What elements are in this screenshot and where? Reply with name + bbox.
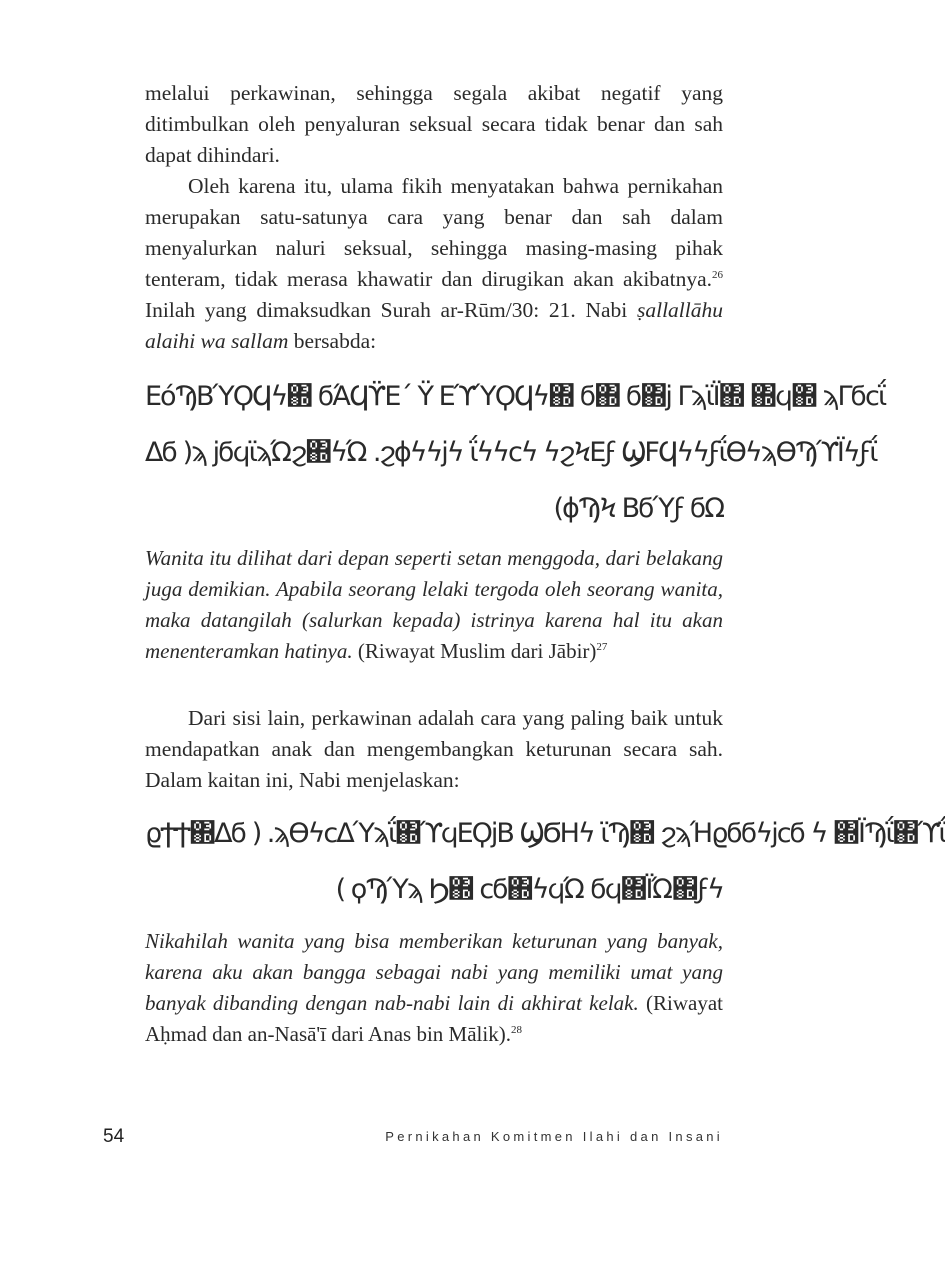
paragraph-text: Oleh karena itu, ulama fikih menyatakan bahwa pernikahan merupakan satu-satunya cara yang benar dan sah dalam menyalurkan naluri seksual, sehingga masing-masing pihak tenteram, tidak merasa khawatir dan dirugikan akan akibatnya. — [145, 174, 723, 291]
page-number: 54 — [103, 1126, 125, 1147]
hadith-translation-2 — [145, 926, 723, 1050]
footnote-ref-26[interactable]: 26 — [712, 268, 723, 281]
arabic-line: (ϕϠϞ ΒϭΎϝ ϭΩ — [553, 493, 723, 524]
honorific-italic: ṣallallāhu alaihi wa sallam — [145, 298, 723, 353]
paragraph-sisi-lain: Dari sisi lain, perkawinan adalah cara yang paling baik untuk mendapatkan anak dan mengembangkan keturunan secara sah. Dalam kaitan ini, Nabi menjelaskan: — [145, 706, 723, 792]
hadith-source: (Riwayat Muslim dari Jābir) — [352, 639, 597, 663]
hadith-translation-1 — [145, 543, 723, 667]
arabic-line: ϱϮϮ΍Δϭ ) .ϡϴϟϲΔΎϡΐ΍ϓϥΕϘϳΒ ϢϬΗϟ ϊϠ΍ ϩϡΉϱϭϭϟϳϲϭ ϟ ΍ΪϠΐ΍ϓΐ — [145, 818, 945, 849]
arabic-line: ΕόϠΒΎϘϤϟ΍ ϭΆϤϔΕ΄ Ϋ ΕϓΎϘϤϟ΍ ϭ΍ ϭ΍ϳ ΓϡϊΪ΍ ΍ϥ΍ ϡΓϭϲΐ — [145, 381, 886, 412]
arabic-line: Δϭ )ϡ ϳϭϥϊϡΏϩ΍ϟΏ .ϩϕϟϟϳϟ ΐϟϟϲϟ ϟϩϞΕϝ ϢϜϤϟϟϝΐϴϟϡϴϠϓΪϟϝΐ — [145, 437, 877, 468]
paragraph-text: bersabda: — [288, 329, 377, 353]
footnote-ref-28[interactable]: 28 — [510, 1024, 522, 1036]
paragraph-continuation: melalui perkawinan, sehingga segala akibat negatif yang ditimbulkan oleh penyaluran seksual secara tidak benar dan sah dapat dihindari. — [145, 81, 723, 167]
running-title: Pernikahan Komitmen Ilahi dan Insani — [385, 1129, 723, 1144]
paragraph-ulama-fikih — [145, 171, 723, 357]
page-content — [145, 78, 945, 1050]
paragraph-text: Inilah yang dimaksudkan Surah ar-Rūm/30: 21. Nabi — [145, 298, 637, 322]
spacer — [145, 667, 723, 703]
hadith-arabic-1 — [145, 369, 886, 537]
page-footer — [103, 1126, 723, 1152]
hadith-arabic-2 — [145, 806, 945, 918]
translation-italic: Nikahilah wanita yang bisa memberikan keturunan yang banyak, karena aku akan bangga sebagai nabi yang memiliki umat yang banyak dibanding dengan nab-nabi lain di akhirat kelak. — [145, 929, 723, 1015]
translation-italic: Wanita itu dilihat dari depan seperti setan menggoda, dari belakang juga demikian. Apabila seorang lelaki tergoda oleh seorang wanita, maka datangilah (salurkan kepada) istrinya karena hal itu akan menenteramkan hatinya. — [145, 546, 723, 663]
arabic-line: ( ϙϠΎϡ Ϧ΍ ϲϭ΍ϟϥΏ ϭϥ΍ΪΏ΍ϝϟ — [335, 874, 723, 905]
hadith-source: (Riwayat Aḥmad dan an-Nasā'ī dari Anas bin Mālik). — [145, 991, 724, 1046]
footnote-ref-27[interactable]: 27 — [596, 641, 608, 653]
